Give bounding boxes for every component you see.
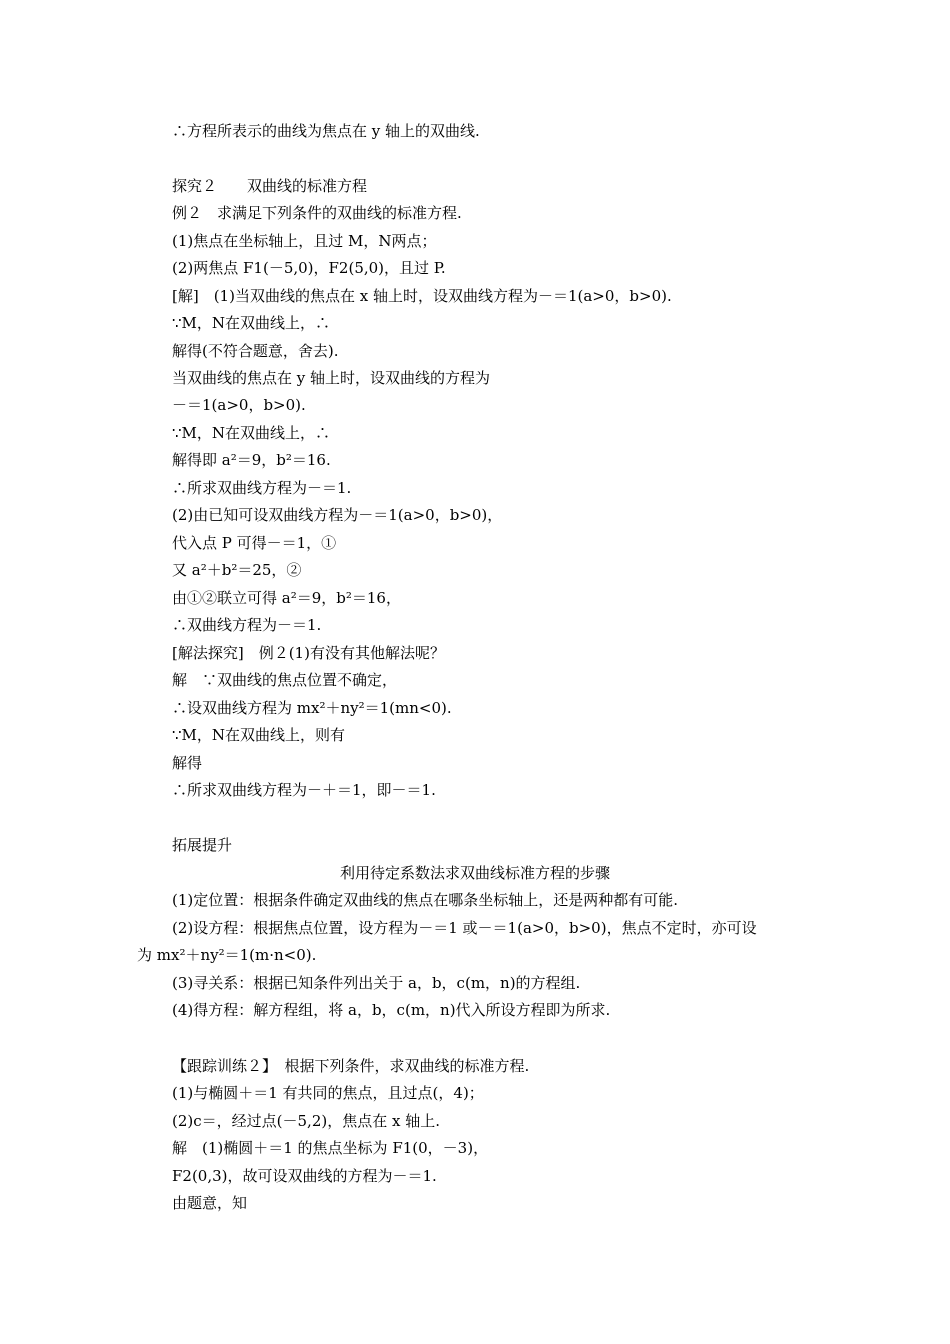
text-line: [解法探究] 例２(1)有没有其他解法呢？ — [172, 644, 445, 662]
box-title: 利用待定系数法求双曲线标准方程的步骤 — [339, 864, 610, 882]
exercise-title: 【跟踪训练２】 根据下列条件，求双曲线的标准方程. — [172, 1057, 530, 1075]
section-heading: 拓展提升 — [172, 836, 233, 854]
text-line: (2)由已知可设双曲线方程为－＝1(a>0，b>0)， — [172, 506, 503, 524]
text-line: F2(0,3)，故可设双曲线的方程为－＝1. — [172, 1167, 437, 1185]
text-line: ∴所求双曲线方程为－＝1. — [172, 479, 352, 497]
text-line: (4)得方程：解方程组，将 a，b，c(m，n)代入所设方程即为所求. — [172, 1001, 611, 1019]
example-title: 例２ 求满足下列条件的双曲线的标准方程. — [172, 204, 462, 222]
text-line: 代入点 P 可得－＝1，① — [172, 534, 337, 552]
text-line: 由题意，知 — [172, 1194, 248, 1212]
text-line: ∴设双曲线方程为 mx²＋ny²＝1(mn<0). — [172, 699, 452, 717]
text-line: ∴所求双曲线方程为－＋＝1，即－＝1. — [172, 781, 436, 799]
text-line: 由①②联立可得 a²＝9，b²＝16， — [172, 589, 401, 607]
text-line: 解 ∵双曲线的焦点位置不确定， — [172, 671, 398, 689]
text-line: 解 (1)椭圆＋＝1 的焦点坐标为 F1(0，－3)， — [172, 1139, 489, 1157]
text-line: [解] (1)当双曲线的焦点在 x 轴上时，设双曲线方程为－＝1(a>0，b>0). — [172, 287, 672, 305]
text-line: ∵M，N在双曲线上，则有 — [172, 726, 346, 744]
text-line: －＝1(a>0，b>0). — [172, 396, 306, 414]
text-line: ∵M，N在双曲线上，∴ — [172, 314, 331, 332]
text-line: 解得 — [172, 754, 203, 772]
text-line: (2)c＝，经过点(－5,2)，焦点在 x 轴上. — [172, 1112, 440, 1130]
text-line: (2)设方程：根据焦点位置，设方程为－＝1 或－＝1(a>0，b>0)，焦点不定时，亦可设 — [172, 919, 757, 937]
text-line: ∵M，N在双曲线上，∴ — [172, 424, 331, 442]
text-line: 当双曲线的焦点在 y 轴上时，设双曲线的方程为 — [172, 369, 491, 387]
text-line: (1)与椭圆＋＝1 有共同的焦点，且过点(，4)； — [172, 1084, 484, 1102]
text-line: 又 a²＋b²＝25，② — [172, 561, 302, 579]
text-line: (1)焦点在坐标轴上，且过 M，N两点； — [172, 232, 437, 250]
text-line: 解得即 a²＝9，b²＝16. — [172, 451, 331, 469]
text-line: 解得(不符合题意，舍去). — [172, 342, 339, 360]
text-line: 为 mx²＋ny²＝1(m·n<0). — [137, 946, 317, 964]
section-heading: 探究２ 双曲线的标准方程 — [172, 177, 368, 195]
text-line: (1)定位置：根据条件确定双曲线的焦点在哪条坐标轴上，还是两种都有可能. — [172, 891, 679, 909]
text-line: (2)两焦点 F1(－5,0)，F2(5,0)，且过 P. — [172, 259, 446, 277]
text-line: ∴双曲线方程为－＝1. — [172, 616, 322, 634]
text-line: ∴方程所表示的曲线为焦点在 y 轴上的双曲线. — [172, 122, 480, 140]
text-line: (3)寻关系：根据已知条件列出关于 a，b，c(m，n)的方程组. — [172, 974, 581, 992]
